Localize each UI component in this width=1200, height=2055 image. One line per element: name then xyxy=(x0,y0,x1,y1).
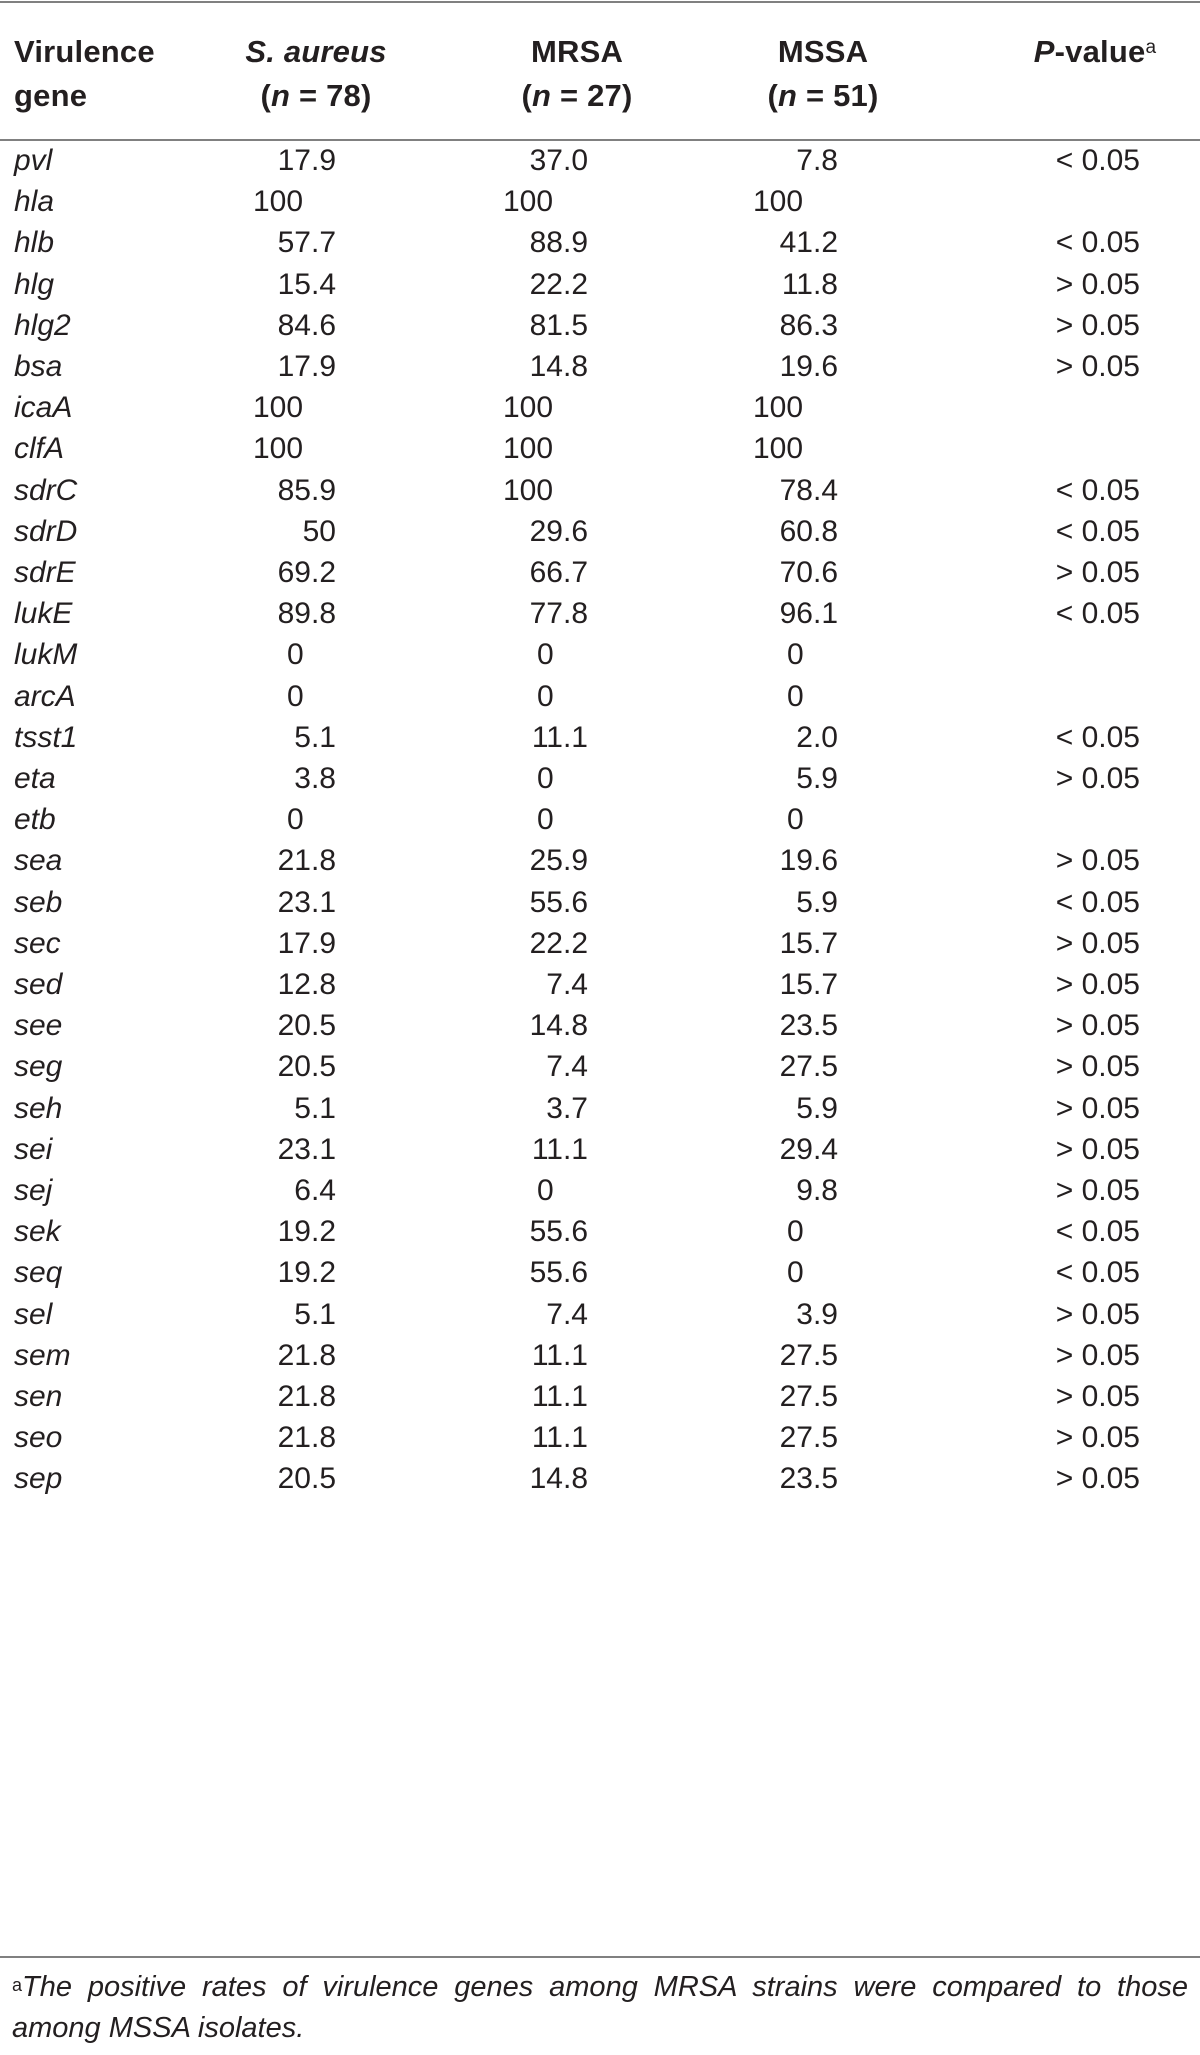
cell-mssa: 29.4 xyxy=(779,1132,838,1166)
cell-p-value: < 0.05 xyxy=(1055,226,1140,260)
cell-mssa: 86.3 xyxy=(779,308,838,342)
cell-mssa: 15.7 xyxy=(779,968,838,1001)
cell-mssa: 5.9 xyxy=(796,762,838,795)
cell-mssa: 11.8 xyxy=(781,267,838,301)
cell-p-value: < 0.05 xyxy=(1055,144,1140,177)
cell-p-value: > 0.05 xyxy=(1055,1132,1140,1166)
cell-mrsa: 0 xyxy=(537,1174,554,1207)
cell-mssa: 60.8 xyxy=(779,514,838,548)
cell-mssa: 0 xyxy=(787,803,804,837)
cell-gene: seh xyxy=(14,1091,63,1125)
cell-p-value: > 0.05 xyxy=(1055,267,1140,301)
cell-mrsa: 14.8 xyxy=(529,1462,588,1496)
cell-gene: seo xyxy=(14,1421,63,1455)
cell-mssa: 100 xyxy=(753,391,804,425)
cell-mssa: 7.8 xyxy=(796,144,838,177)
cell-p-value: > 0.05 xyxy=(1055,762,1140,795)
footnote-marker: a xyxy=(12,1975,23,1995)
cell-s-aureus: 19.2 xyxy=(277,1256,336,1290)
cell-s-aureus: 19.2 xyxy=(277,1215,336,1249)
cell-p-value: > 0.05 xyxy=(1055,968,1140,1001)
cell-gene: sem xyxy=(14,1338,71,1372)
cell-p-value: < 0.05 xyxy=(1055,720,1140,754)
cell-gene: hlg xyxy=(14,267,55,301)
cell-p-value: > 0.05 xyxy=(1055,1380,1140,1413)
cell-gene: sek xyxy=(14,1215,61,1249)
cell-mssa: 9.8 xyxy=(796,1174,838,1207)
header-mrsa-line1: MRSA xyxy=(530,34,624,69)
cell-gene: sen xyxy=(14,1380,63,1413)
header-sa-line1: S. aureus xyxy=(245,34,387,69)
header-mrsa-line2: (n = 27) xyxy=(521,78,633,113)
cell-s-aureus: 20.5 xyxy=(277,1009,336,1043)
cell-mssa: 0 xyxy=(787,638,804,672)
cell-gene: sej xyxy=(14,1174,53,1207)
cell-mrsa: 100 xyxy=(503,391,554,425)
cell-p-value: > 0.05 xyxy=(1055,556,1140,589)
cell-mrsa: 100 xyxy=(503,473,554,507)
cell-s-aureus: 5.1 xyxy=(294,720,336,754)
cell-s-aureus: 20.5 xyxy=(277,1462,336,1496)
cell-s-aureus: 69.2 xyxy=(277,556,336,589)
cell-mrsa: 88.9 xyxy=(529,226,588,260)
cell-mssa: 100 xyxy=(753,185,804,219)
cell-gene: hla xyxy=(14,185,55,219)
cell-s-aureus: 5.1 xyxy=(294,1091,336,1125)
cell-p-value: < 0.05 xyxy=(1055,885,1140,919)
cell-s-aureus: 20.5 xyxy=(277,1050,336,1084)
cell-mrsa: 11.1 xyxy=(531,1421,588,1455)
cell-mssa: 27.5 xyxy=(779,1421,838,1455)
header-s-aureus xyxy=(236,30,396,118)
cell-gene: sdrC xyxy=(14,473,78,507)
cell-mrsa: 29.6 xyxy=(529,514,588,548)
cell-gene: sdrE xyxy=(14,556,76,589)
table-footnote xyxy=(12,1967,1188,2049)
cell-mrsa: 11.1 xyxy=(531,1338,588,1372)
table-row xyxy=(0,1452,1200,1506)
cell-p-value: > 0.05 xyxy=(1055,1297,1140,1331)
cell-s-aureus: 0 xyxy=(287,679,304,713)
cell-mrsa: 0 xyxy=(537,638,554,672)
cell-mssa: 3.9 xyxy=(796,1297,838,1331)
cell-gene: pvl xyxy=(14,144,53,177)
cell-mrsa: 100 xyxy=(503,185,554,219)
table-bottom-rule xyxy=(0,1956,1200,1958)
cell-mrsa: 7.4 xyxy=(546,968,588,1001)
cell-mssa: 19.6 xyxy=(779,350,838,383)
cell-mssa: 2.0 xyxy=(796,720,838,754)
cell-s-aureus: 17.9 xyxy=(277,144,336,177)
cell-mrsa: 11.1 xyxy=(531,1132,588,1166)
cell-p-value: > 0.05 xyxy=(1055,350,1140,383)
cell-mrsa: 0 xyxy=(537,803,554,837)
cell-mssa: 96.1 xyxy=(779,597,838,631)
cell-mssa: 5.9 xyxy=(796,885,838,919)
header-mssa xyxy=(743,30,903,118)
cell-mrsa: 11.1 xyxy=(531,720,588,754)
footnote-text: The positive rates of virulence genes among MRSA strains were compared to those among MSSA isolates. xyxy=(12,1971,1188,2044)
cell-gene: sei xyxy=(14,1132,53,1166)
cell-p-value: < 0.05 xyxy=(1055,473,1140,507)
cell-gene: sec xyxy=(14,926,61,960)
cell-mrsa: 25.9 xyxy=(529,844,588,878)
cell-p-value: > 0.05 xyxy=(1055,926,1140,960)
cell-s-aureus: 21.8 xyxy=(277,844,336,878)
cell-s-aureus: 17.9 xyxy=(277,350,336,383)
cell-s-aureus: 0 xyxy=(287,638,304,672)
header-mssa-line1: MSSA xyxy=(777,34,869,69)
cell-gene: lukE xyxy=(14,597,73,631)
cell-p-value: > 0.05 xyxy=(1055,1421,1140,1455)
cell-mrsa: 3.7 xyxy=(546,1091,588,1125)
cell-mssa: 78.4 xyxy=(779,473,838,507)
cell-gene: hlb xyxy=(14,226,55,260)
cell-s-aureus: 23.1 xyxy=(277,885,336,919)
cell-gene: bsa xyxy=(14,350,63,383)
cell-s-aureus: 100 xyxy=(253,432,304,466)
cell-mssa: 100 xyxy=(753,432,804,466)
cell-s-aureus: 21.8 xyxy=(277,1380,336,1413)
cell-mssa: 0 xyxy=(787,1215,804,1249)
cell-s-aureus: 21.8 xyxy=(277,1338,336,1372)
cell-mrsa: 81.5 xyxy=(529,308,588,342)
cell-mssa: 0 xyxy=(787,679,804,713)
cell-p-value: > 0.05 xyxy=(1055,1050,1140,1084)
header-sa-line2: (n = 78) xyxy=(260,78,372,113)
cell-p-value: < 0.05 xyxy=(1055,1215,1140,1249)
cell-mrsa: 11.1 xyxy=(531,1380,588,1413)
cell-mrsa: 7.4 xyxy=(546,1050,588,1084)
cell-gene: eta xyxy=(14,762,56,795)
cell-p-value: > 0.05 xyxy=(1055,1091,1140,1125)
cell-gene: icaA xyxy=(14,391,73,425)
cell-gene: lukM xyxy=(14,638,78,672)
cell-mrsa: 14.8 xyxy=(529,1009,588,1043)
cell-s-aureus: 3.8 xyxy=(294,762,336,795)
cell-gene: sel xyxy=(14,1297,53,1331)
cell-gene: sdrD xyxy=(14,514,78,548)
header-p-value xyxy=(1000,30,1190,74)
cell-mrsa: 66.7 xyxy=(529,556,588,589)
cell-p-value: < 0.05 xyxy=(1055,1256,1140,1290)
cell-gene: seq xyxy=(14,1256,63,1290)
cell-gene: clfA xyxy=(14,432,65,466)
cell-mrsa: 14.8 xyxy=(529,350,588,383)
cell-mssa: 5.9 xyxy=(796,1091,838,1125)
cell-mrsa: 100 xyxy=(503,432,554,466)
cell-s-aureus: 100 xyxy=(253,391,304,425)
cell-gene: hlg2 xyxy=(14,308,71,342)
cell-mrsa: 7.4 xyxy=(546,1297,588,1331)
cell-gene: seg xyxy=(14,1050,63,1084)
cell-s-aureus: 23.1 xyxy=(277,1132,336,1166)
cell-mssa: 0 xyxy=(787,1256,804,1290)
header-virulence-gene xyxy=(14,30,155,118)
cell-s-aureus: 57.7 xyxy=(277,226,336,260)
cell-p-value: > 0.05 xyxy=(1055,1462,1140,1496)
cell-s-aureus: 0 xyxy=(287,803,304,837)
cell-mssa: 27.5 xyxy=(779,1380,838,1413)
cell-mrsa: 22.2 xyxy=(529,926,588,960)
cell-gene: see xyxy=(14,1009,63,1043)
table-top-rule xyxy=(0,1,1200,3)
header-p-label: P-value xyxy=(1033,34,1146,69)
header-gene-line2: gene xyxy=(14,78,88,113)
cell-s-aureus: 6.4 xyxy=(294,1174,336,1207)
cell-s-aureus: 5.1 xyxy=(294,1297,336,1331)
cell-gene: sed xyxy=(14,968,63,1001)
cell-mssa: 70.6 xyxy=(779,556,838,589)
cell-s-aureus: 89.8 xyxy=(277,597,336,631)
cell-p-value: > 0.05 xyxy=(1055,308,1140,342)
cell-s-aureus: 100 xyxy=(253,185,304,219)
cell-mrsa: 22.2 xyxy=(529,267,588,301)
cell-mssa: 41.2 xyxy=(779,226,838,260)
cell-mssa: 15.7 xyxy=(779,926,838,960)
cell-s-aureus: 15.4 xyxy=(277,267,336,301)
cell-mssa: 23.5 xyxy=(779,1009,838,1043)
cell-mssa: 23.5 xyxy=(779,1462,838,1496)
cell-mrsa: 55.6 xyxy=(529,1256,588,1290)
cell-gene: arcA xyxy=(14,679,76,713)
cell-mrsa: 37.0 xyxy=(529,144,588,177)
header-mssa-line2: (n = 51) xyxy=(767,78,879,113)
cell-s-aureus: 12.8 xyxy=(277,968,336,1001)
cell-mrsa: 0 xyxy=(537,762,554,795)
cell-mssa: 19.6 xyxy=(779,844,838,878)
cell-mrsa: 55.6 xyxy=(529,1215,588,1249)
cell-gene: etb xyxy=(14,803,56,837)
cell-gene: sea xyxy=(14,844,63,878)
cell-s-aureus: 21.8 xyxy=(277,1421,336,1455)
cell-p-value: < 0.05 xyxy=(1055,514,1140,548)
cell-gene: sep xyxy=(14,1462,63,1496)
cell-gene: tsst1 xyxy=(14,720,78,754)
cell-p-value: > 0.05 xyxy=(1055,844,1140,878)
cell-p-value: > 0.05 xyxy=(1055,1338,1140,1372)
cell-s-aureus: 84.6 xyxy=(277,308,336,342)
cell-s-aureus: 17.9 xyxy=(277,926,336,960)
cell-mssa: 27.5 xyxy=(779,1050,838,1084)
cell-mrsa: 0 xyxy=(537,679,554,713)
cell-p-value: < 0.05 xyxy=(1055,597,1140,631)
cell-gene: seb xyxy=(14,885,63,919)
cell-p-value: > 0.05 xyxy=(1055,1174,1140,1207)
header-mrsa xyxy=(492,30,662,118)
cell-mrsa: 55.6 xyxy=(529,885,588,919)
cell-s-aureus: 85.9 xyxy=(277,473,336,507)
cell-p-value: > 0.05 xyxy=(1055,1009,1140,1043)
header-gene-line1: Virulence xyxy=(14,34,155,69)
cell-mssa: 27.5 xyxy=(779,1338,838,1372)
cell-s-aureus: 50 xyxy=(302,514,336,548)
cell-mrsa: 77.8 xyxy=(529,597,588,631)
header-p-superscript: a xyxy=(1145,37,1157,58)
